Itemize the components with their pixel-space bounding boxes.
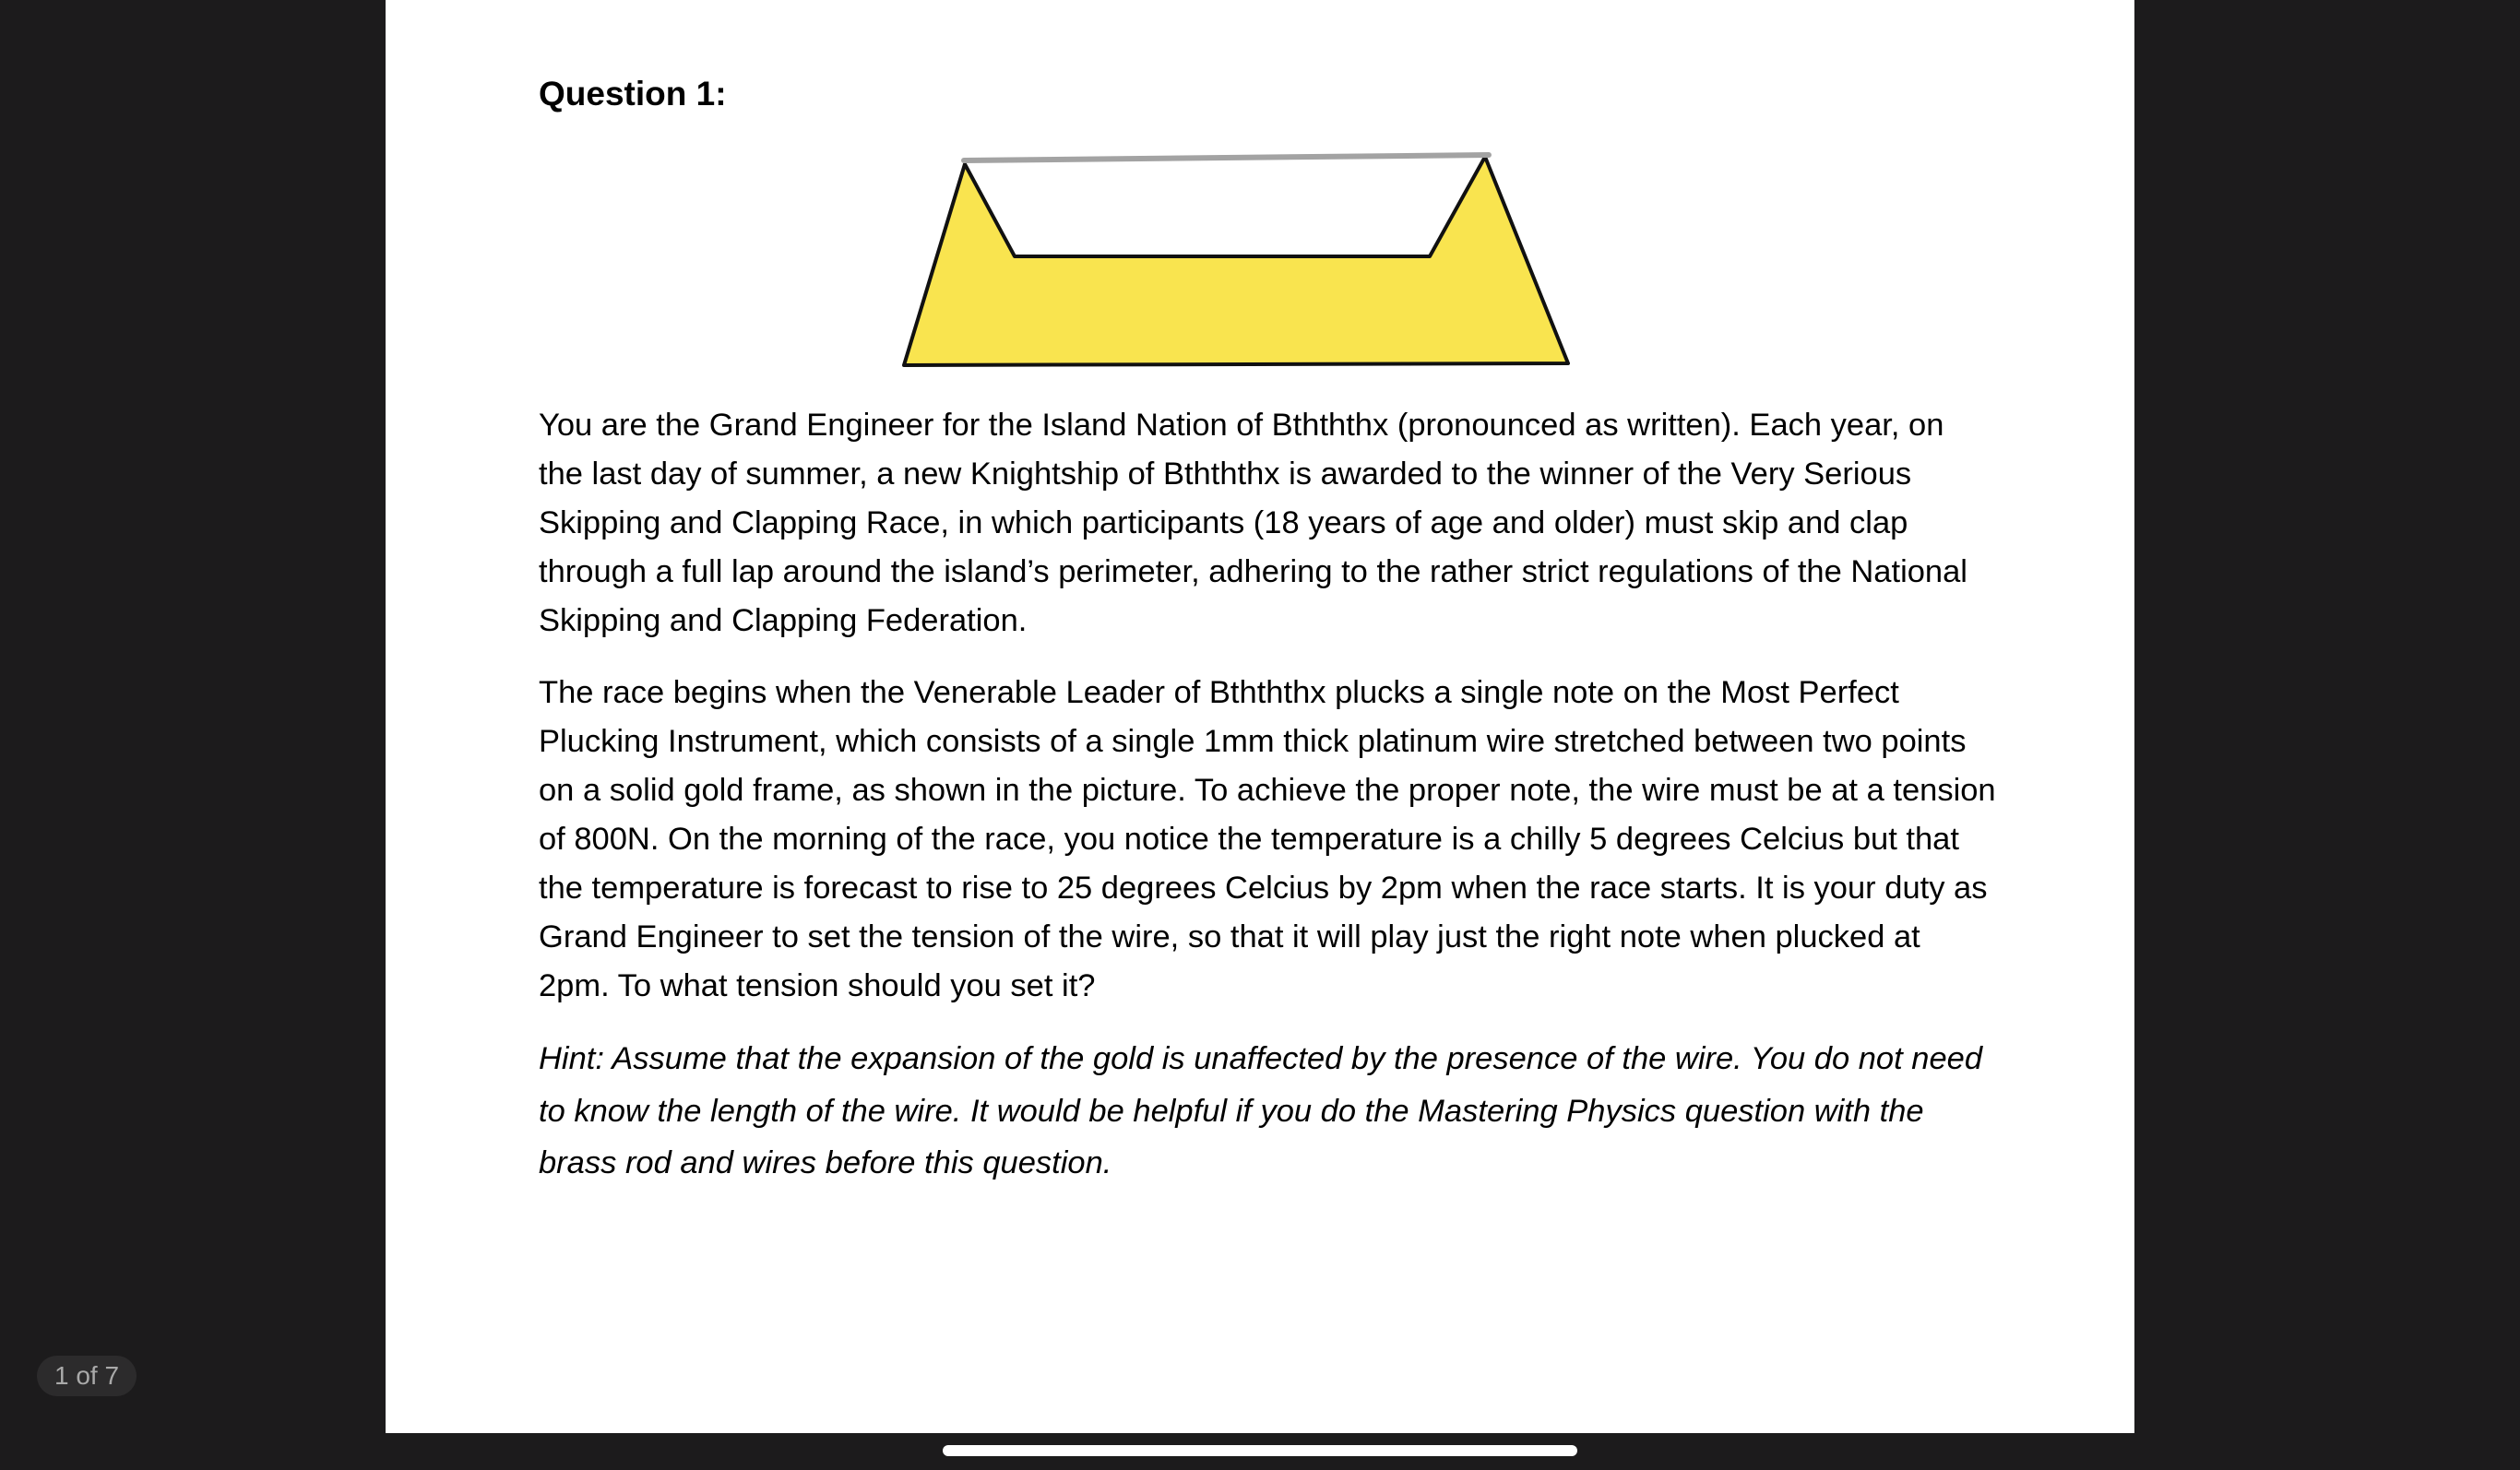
hint-paragraph: Hint: Assume that the expansion of the gold is unaffected by the presence of the wire. You do not need to know the length of the wire. It would be helpful if you do the Mastering Physics question with the brass rod and wires before this question.	[539, 1041, 1983, 1180]
home-indicator[interactable]	[943, 1445, 1577, 1456]
platinum-wire	[964, 155, 1489, 160]
instrument-figure	[902, 148, 1640, 378]
page-indicator: 1 of 7	[37, 1356, 137, 1396]
question-paragraph-1: You are the Grand Engineer for the Island Nation of Bthththx (pronounced as written). Each year, on the last day of summer, a new Knightship of Bthththx is awarded to the winner of the Very Serious Skipping and Clapping Race, in which participants (18 years of age and older) must skip and clap through a full lap around the island’s perimeter, adhering to the rather strict regulations of the National Skipping and Clapping Federation.	[539, 408, 1967, 638]
question-title: Question 1:	[539, 75, 727, 113]
gold-frame	[904, 157, 1568, 365]
question-paragraph-2: The race begins when the Venerable Leader of Bthththx plucks a single note on the Most Perfect Plucking Instrument, which consists of a single 1mm thick platinum wire stretched between two points on a solid gold frame, as shown in the picture. To achieve the proper note, the wire must be at a tension of 800N. On the morning of the race, you notice the temperature is a chilly 5 degrees Celcius but that the temperature is forecast to rise to 25 degrees Celcius by 2pm when the race starts. It is your duty as Grand Engineer to set the tension of the wire, so that it will play just the right note when plucked at 2pm. To what tension should you set it?	[539, 675, 1996, 1003]
document-page	[386, 0, 2134, 1433]
